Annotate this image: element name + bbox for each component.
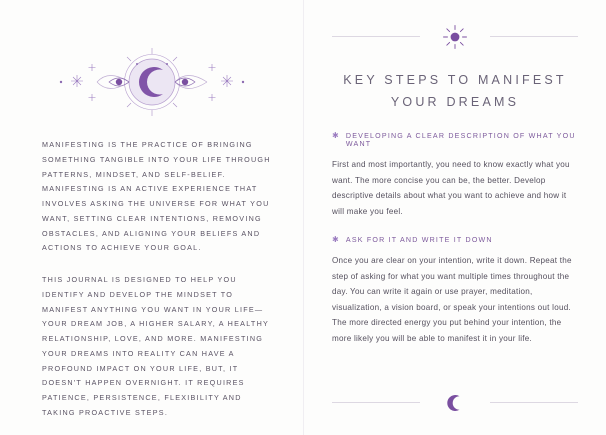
step-body: First and most importantly, you need to know exactly what you want. The more concise you can be, the better. Develop descriptive details about what you want to achieve and how it will make you feel. [332,160,570,216]
crescent-moon-icon [304,393,606,413]
page-title-line-1: KEY STEPS TO MANIFEST [343,73,567,87]
sparkle-icon: ✱ [332,131,340,140]
step-heading [332,132,580,148]
step-item [332,236,580,346]
step-heading-label: ASK FOR IT AND WRITE IT DOWN [345,236,493,245]
page-title-line-2: YOUR DREAMS [390,94,520,109]
intro-paragraph-2: THIS JOURNAL IS DESIGNED TO HELP YOU IDENTIFY AND DEVELOP THE MINDSET TO MANIFEST ANYTHING YOU WANT IN YOUR LIFE—YOUR DREAM JOB, A HIGHER SALARY, A HEALTHY RELATIONSHIP, LOVE, AND MORE. MANIFESTING YOUR DREAMS INTO REALITY CAN HAVE A PROFOUND IMPACT ON YOUR LIFE, BUT, IT DOESN'T HAPPEN OVERNIGHT. IT REQUIRES PATIENCE, PERSISTENCE, FLEXIBILITY AND TAKING PROACTIVE STEPS. [42,275,269,418]
sparkle-icon: ✱ [332,235,340,245]
step-item [332,132,580,219]
page-title [328,70,582,114]
right-page [303,0,606,435]
sun-icon [304,24,606,50]
left-page-body [42,138,273,435]
step-heading [332,236,580,244]
step-heading-label: DEVELOPING A CLEAR DESCRIPTION OF WHAT YOU WANT [345,132,576,148]
steps-list [332,132,580,363]
step-body: Once you are clear on your intention, write it down. Repeat the step of asking for what you want multiple times throughout the day. You can write it again or use prayer, meditation, visualization, a vision board, or speak your intentions out loud. The more directed energy you put behind your intention, the more likely you will be able to manifest it in your life. [332,256,572,343]
intro-paragraph-1: MANIFESTING IS THE PRACTICE OF BRINGING SOMETHING TANGIBLE INTO YOUR LIFE THROUGH PATTERNS, MINDSET, AND SELF-BELIEF. MANIFESTING IS AN ACTIVE EXPERIENCE THAT INVOLVES ASKING THE UNIVERSE FOR WHAT YOU WANT, SETTING CLEAR INTENTIONS, REMOVING OBSTACLES, AND ALIGNING YOUR BELIEFS AND ACTIONS TO ACHIEVE YOUR GOAL. [42,140,271,253]
crescent-moon-with-stars-illustration [0,42,303,122]
